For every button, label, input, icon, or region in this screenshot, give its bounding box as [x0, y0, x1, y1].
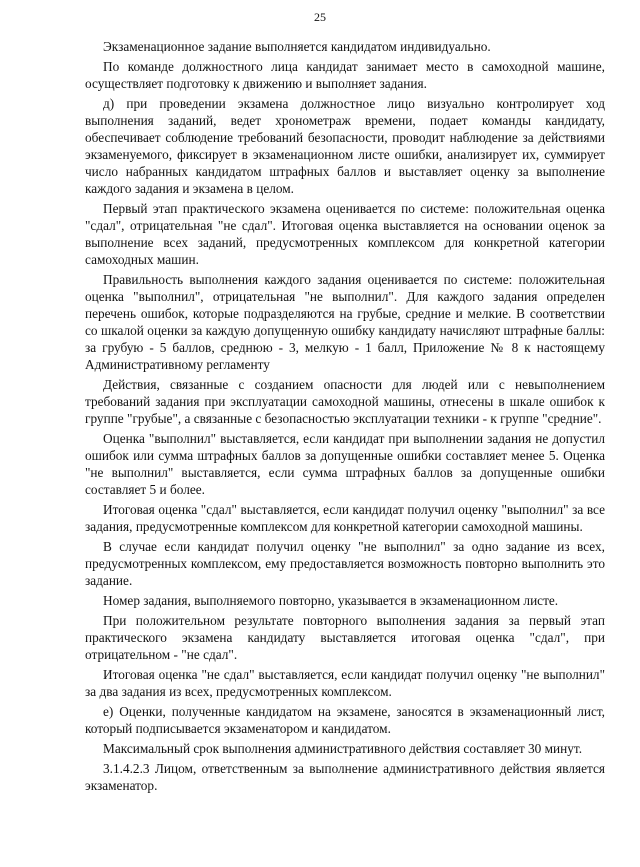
paragraph-13: е) Оценки, полученные кандидатом на экзамене, заносятся в экзаменационный лист, который подписывается экзаменатором и кандидатом. — [85, 704, 605, 736]
paragraph-1: Экзаменационное задание выполняется кандидатом индивидуально. — [103, 39, 491, 54]
document-body — [85, 38, 605, 797]
paragraph-11: При положительном результате повторного выполнения задания за первый этап практического экзамена кандидату выставляется итоговая оценка "сдал", при отрицательном - "не сдал". — [85, 613, 605, 662]
paragraph-9: В случае если кандидат получил оценку "не выполнил" за одно задание из всех, предусмотренных комплексом, ему предоставляется возможность повторно выполнить это задание. — [85, 539, 605, 588]
paragraph-15: 3.1.4.2.3 Лицом, ответственным за выполнение административного действия является экзаменатор. — [85, 761, 605, 793]
paragraph-14: Максимальный срок выполнения административного действия составляет 30 минут. — [103, 741, 583, 756]
paragraph-8: Итоговая оценка "сдал" выставляется, если кандидат получил оценку "выполнил" за все задания, предусмотренные комплексом для конкретной категории самоходной машины. — [85, 502, 605, 534]
paragraph-5: Правильность выполнения каждого задания оценивается по системе: положительная оценка "выполнил", отрицательная "не выполнил". Для каждого задания определен перечень ошибок, которые подразделяются на грубые, средние и мелкие. В соответствии со шкалой оценки за каждую допущенную ошибку кандидату начисляют штрафные баллы: за грубую - 5 баллов, среднюю - 3, мелкую - 1 балл, Приложение № 8 к настоящему Административному регламенту — [85, 272, 605, 372]
paragraph-12: Итоговая оценка "не сдал" выставляется, если кандидат получил оценку "не выполнил" за два задания из всех, предусмотренных комплексом. — [85, 667, 605, 699]
page-number: 25 — [314, 10, 326, 24]
paragraph-7: Оценка "выполнил" выставляется, если кандидат при выполнении задания не допустил ошибок или сумма штрафных баллов за допущенные ошибки составляет менее 5. Оценка "не выполнил" выставляется, если сумма штрафных баллов за допущенные ошибки составляет 5 и более. — [85, 431, 605, 497]
paragraph-6: Действия, связанные с созданием опасности для людей или с невыполнением требований задания при эксплуатации самоходной машины, отнесены в шкале ошибок к группе "грубые", а связанные с безопасностью эксплуатации техники - к группе "средние". — [85, 377, 605, 426]
paragraph-3: д) при проведении экзамена должностное лицо визуально контролирует ход выполнения заданий, ведет хронометраж времени, подает команды кандидату, обеспечивает соблюдение требований безопасности, проводит наблюдение за действиями экзаменуемого, фиксирует в экзаменационном листе ошибки, анализирует их, суммирует число набранных кандидатом штрафных баллов и выставляет оценку за выполнение каждого задания и экзамена в целом. — [85, 96, 605, 196]
paragraph-2: По команде должностного лица кандидат занимает место в самоходной машине, осуществляет подготовку к движению и выполняет задания. — [85, 59, 605, 91]
paragraph-10: Номер задания, выполняемого повторно, указывается в экзаменационном листе. — [103, 593, 559, 608]
paragraph-4: Первый этап практического экзамена оценивается по системе: положительная оценка "сдал", отрицательная "не сдал". Итоговая оценка выставляется на основании оценок за выполнение всех заданий, предусмотренных комплексом для конкретной категории самоходных машин. — [85, 201, 605, 267]
